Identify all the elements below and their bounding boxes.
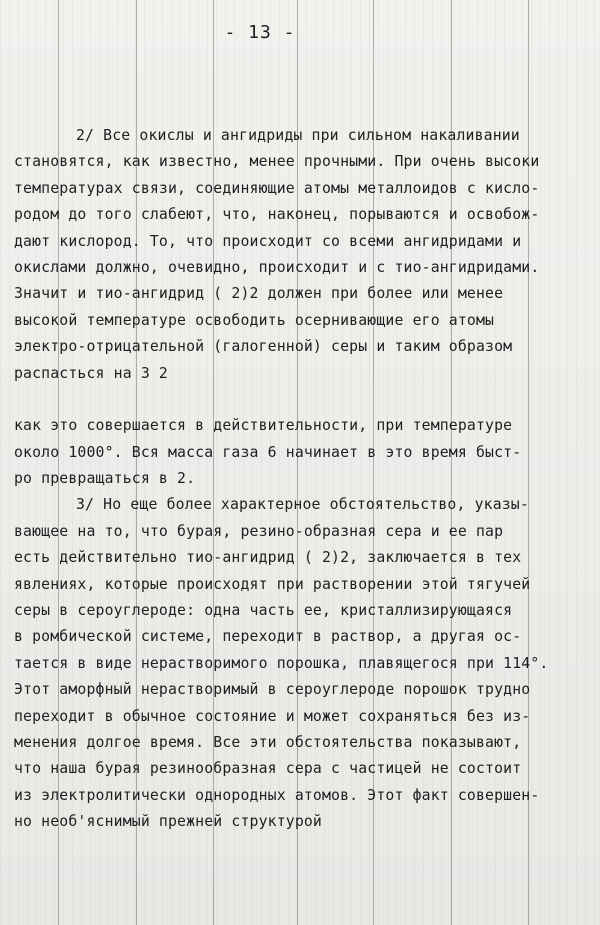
paragraph-line: 3/ Но еще более характерное обстоятельство, указы- — [76, 496, 529, 514]
paragraph-line: электро-отрицательной (галогенной) серы и таким образом — [14, 338, 513, 356]
paragraph-line: в ромбической системе, переходит в раствор, а другая ос- — [14, 628, 522, 646]
paragraph-line: распасться на 3 2 — [14, 364, 168, 382]
paragraph-line: но необ'яснимый прежней структурой — [14, 813, 322, 831]
paragraph-line: окислами должно, очевидно, происходит и с тио-ангидридами. — [14, 258, 540, 276]
paragraph-line: высокой температуре освободить осернивающие его атомы — [14, 311, 495, 329]
paragraph-line: дают кислород. То, что происходит со всеми ангидридами и — [14, 232, 522, 250]
paragraph-line: родом до того слабеют, что, наконец, порываются и освобож- — [14, 206, 540, 224]
paragraph-line: тается в виде нерастворимого порошка, плавящегося при 114°. — [14, 654, 549, 672]
paragraph-line: менения долгое время. Все эти обстоятельства показывают, — [14, 733, 522, 751]
paragraph-line: что наша бурая резинообразная сера с частицей не состоит — [14, 760, 522, 778]
page-number: - 13 - — [224, 22, 296, 43]
paragraph-line: Этот аморфный нерастворимый в сероуглероде порошок трудно — [14, 681, 531, 699]
paragraph-line: ро превращаться в 2. — [14, 470, 196, 488]
paragraph-line: переходит в обычное состояние и может сохраняться без из- — [14, 707, 531, 725]
paragraph-line: явлениях, которые происходят при растворении этой тягучей — [14, 575, 531, 593]
paragraph-line: температурах связи, соединяющие атомы металлоидов с кисло- — [14, 179, 540, 197]
paragraph-line: 2/ Все окислы и ангидриды при сильном накаливании — [76, 127, 520, 144]
paragraph-line: серы в сероуглероде: одна часть ее, кристаллизирующаяся — [14, 602, 513, 620]
paragraph-line: Значит и тио-ангидрид ( 2)2 должен при более или менее — [14, 285, 504, 303]
blank-line — [14, 387, 589, 413]
paragraph-line: из электролитически однородных атомов. Этот факт совершен- — [14, 786, 540, 804]
paragraph-line: вающее на то, что бурая, резино-образная сера и ее пар — [14, 522, 504, 540]
paragraph-line: есть действительно тио-ангидрид ( 2)2, заключается в тех — [14, 549, 522, 567]
paragraph-line: около 1000°. Вся масса газа 6 начинает в это время быст- — [14, 443, 522, 461]
body-text — [14, 123, 589, 836]
paragraph-line: как это совершается в действительности, при температуре — [14, 417, 513, 435]
paragraph-line: становятся, как известно, менее прочными. При очень высоки — [14, 153, 540, 171]
